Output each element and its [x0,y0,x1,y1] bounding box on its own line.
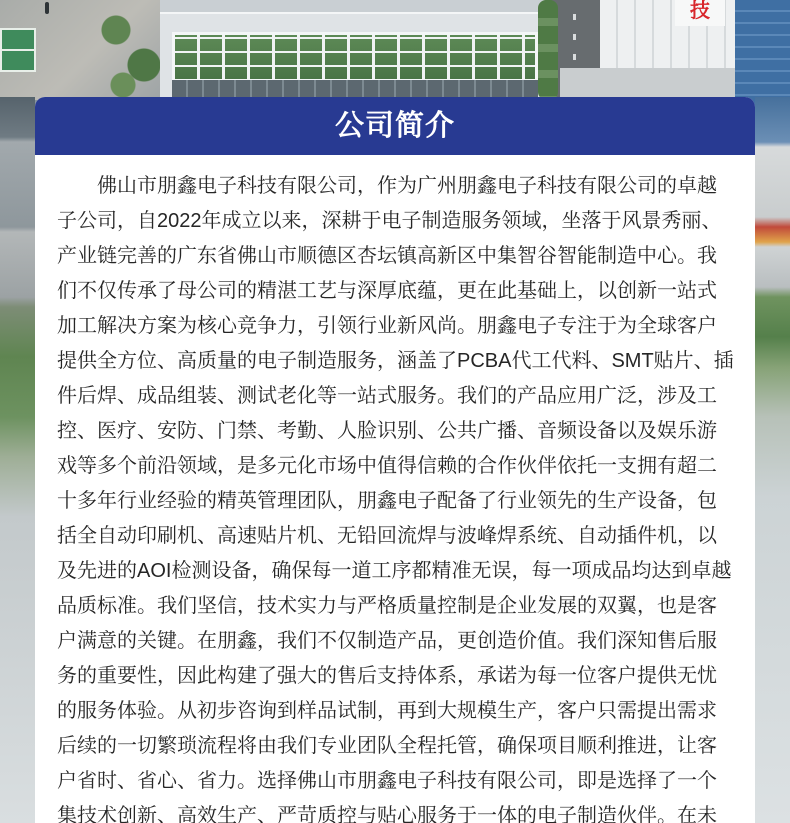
paragraph-line: 户满意的关键。在朋鑫，我们不仅制造产品，更创造价值。我们深知售后服 [57,630,717,652]
background-right-strip [755,97,790,823]
paragraph-line: 集技术创新、高效生产、严苛质控与贴心服务于一体的电子制造伙伴。在未 [57,805,717,823]
pedestrian [45,2,49,14]
paragraph-line: 及先进的AOI检测设备，确保每一道工序都精准无误，每一项成品均达到卓越 [57,560,732,582]
paragraph-line: 加工解决方案为核心竞争力，引领行业新风尚。朋鑫电子专注于为全球客户 [57,315,717,337]
paragraph-line: 品质标准。我们坚信，技术实力与严格质量控制是企业发展的双翼，也是客 [57,595,717,617]
paragraph-line: 的服务体验。从初步咨询到样品试制，再到大规模生产，客户只需提出需求 [57,700,717,722]
paragraph-line: 件后焊、成品组装、测试老化等一站式服务。我们的产品应用广泛，涉及工 [57,385,717,407]
sports-court [0,28,36,72]
canopy-top-frame [160,0,545,14]
paragraph-line: 后续的一切繁琐流程将由我们专业团队全程托管，确保项目顺利推进，让客 [57,735,717,757]
company-intro-card [35,97,755,823]
rooftop-right [560,68,760,100]
green-roof-grid [172,32,538,82]
paragraph-line: 十多年行业经验的精英管理团队，朋鑫电子配备了行业领先的生产设备，包 [57,490,717,512]
roadside-trees [538,0,558,100]
paragraph-line: 户省时、省心、省力。选择佛山市朋鑫电子科技有限公司，即是选择了一个 [57,770,717,792]
building-sign: 技 [675,0,725,26]
trees-left [95,0,165,100]
paragraph-line: 产业链完善的广东省佛山市顺德区杏坛镇高新区中集智谷智能制造中心。我 [57,245,717,267]
paragraph-line: 务的重要性，因此构建了强大的售后支持体系，承诺为每一位客户提供无忧 [57,665,717,687]
section-title: 公司简介 [35,97,755,155]
background-left-strip [0,97,35,823]
paragraph-line: 括全自动印刷机、高速贴片机、无铅回流焊与波峰焊系统、自动插件机，以 [57,525,717,547]
intro-paragraph [35,155,755,823]
paragraph-line: 子公司，自2022年成立以来，深耕于电子制造服务领域，坐落于风景秀丽、 [57,210,722,232]
paragraph-line: 提供全方位、高质量的电子制造服务，涵盖了PCBA代工代料、SMT贴片、插 [57,350,734,372]
paragraph-line: 们不仅传承了母公司的精湛工艺与深厚底蕴，更在此基础上，以创新一站式 [57,280,717,302]
paragraph-line: 戏等多个前沿领域，是多元化市场中值得信赖的合作伙伴依托一支拥有超二 [57,455,717,477]
paragraph-line: 佛山市朋鑫电子科技有限公司，作为广州朋鑫电子科技有限公司的卓越 [97,175,717,197]
paragraph-line: 控、医疗、安防、门禁、考勤、人脸识别、公共广播、音频设备以及娱乐游 [57,420,717,442]
